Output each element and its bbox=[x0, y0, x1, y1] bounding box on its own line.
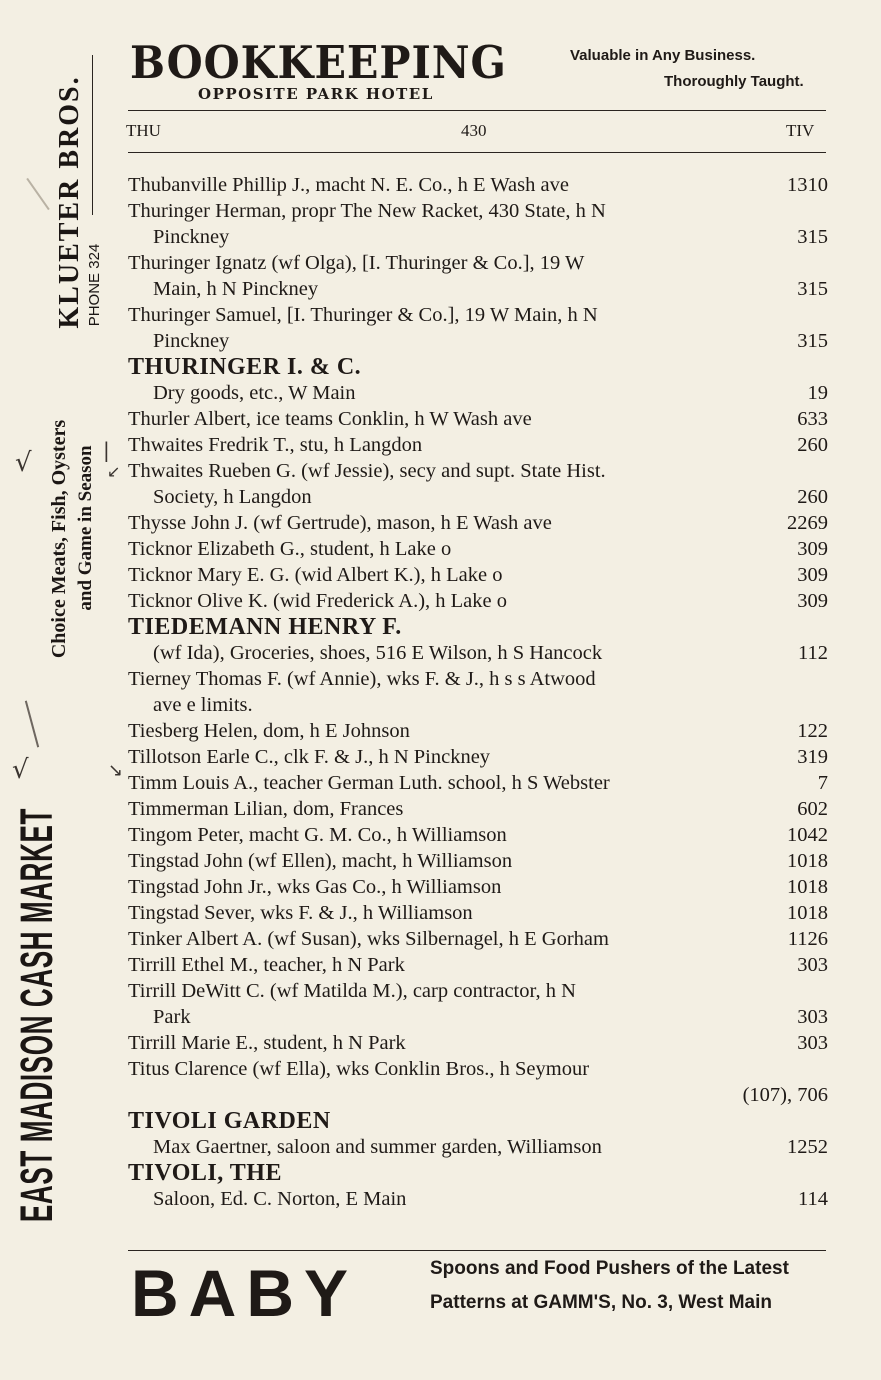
entry-text: TIVOLI GARDEN bbox=[128, 1108, 331, 1134]
entry-number: 315 bbox=[797, 330, 828, 352]
directory-entry bbox=[128, 1030, 828, 1056]
entry-number: 319 bbox=[797, 746, 828, 768]
directory-entry bbox=[128, 1004, 828, 1030]
entry-number: (107), 706 bbox=[742, 1084, 828, 1106]
directory-entry bbox=[128, 640, 828, 666]
directory-entry bbox=[128, 536, 828, 562]
directory-entry bbox=[128, 978, 828, 1004]
directory-entry bbox=[128, 692, 828, 718]
entry-text: Tierney Thomas F. (wf Annie), wks F. & J., h s s Atwood bbox=[128, 668, 596, 690]
entry-text: Timmerman Lilian, dom, Frances bbox=[128, 798, 404, 820]
bar-mark-icon: | bbox=[103, 438, 110, 462]
directory-entry bbox=[128, 432, 828, 458]
entry-number: 309 bbox=[797, 538, 828, 560]
directory-entry bbox=[128, 1082, 828, 1108]
entry-text: (wf Ida), Groceries, shoes, 516 E Wilson, h S Hancock bbox=[153, 642, 603, 664]
entry-text: Tinker Albert A. (wf Susan), wks Silbernagel, h E Gorham bbox=[128, 928, 609, 950]
directory-entry bbox=[128, 224, 828, 250]
directory-entry bbox=[128, 666, 828, 692]
entry-number: 1310 bbox=[787, 174, 828, 196]
entry-number: 260 bbox=[797, 486, 828, 508]
entry-number: 315 bbox=[797, 226, 828, 248]
entry-text: Tingom Peter, macht G. M. Co., h Williamson bbox=[128, 824, 507, 846]
entry-number: 309 bbox=[797, 564, 828, 586]
entry-number: 114 bbox=[798, 1188, 828, 1210]
entry-text: Tirrill DeWitt C. (wf Matilda M.), carp contractor, h N bbox=[128, 980, 576, 1002]
entry-number: 19 bbox=[807, 382, 828, 404]
entry-text: Timm Louis A., teacher German Luth. school, h S Webster bbox=[128, 772, 610, 794]
business-heading bbox=[128, 1108, 828, 1134]
pencil-stroke bbox=[26, 178, 49, 210]
directory-entry bbox=[128, 770, 828, 796]
entry-number: 303 bbox=[797, 954, 828, 976]
directory-entry bbox=[128, 562, 828, 588]
entry-number: 1018 bbox=[787, 902, 828, 924]
side-ad-klueter-bros: KLUETER BROS. bbox=[54, 75, 85, 329]
directory-entry bbox=[128, 926, 828, 952]
check-mark-icon: √ bbox=[12, 755, 29, 785]
directory-entry bbox=[128, 328, 828, 354]
entry-text: Dry goods, etc., W Main bbox=[153, 382, 356, 404]
directory-entry bbox=[128, 510, 828, 536]
footer-ad-line: Spoons and Food Pushers of the Latest bbox=[430, 1258, 789, 1279]
footer-ad-line: Patterns at GAMM'S, No. 3, West Main bbox=[430, 1292, 772, 1313]
entry-text: THURINGER I. & C. bbox=[128, 354, 362, 380]
entry-text: Thwaites Rueben G. (wf Jessie), secy and supt. State Hist. bbox=[128, 460, 606, 482]
entry-text: Saloon, Ed. C. Norton, E Main bbox=[153, 1188, 407, 1210]
header-ad-tagline: Thoroughly Taught. bbox=[664, 73, 804, 90]
footer-ad-title: BABY bbox=[131, 1256, 359, 1330]
entry-text: Thuringer Ignatz (wf Olga), [I. Thuringer & Co.], 19 W bbox=[128, 252, 585, 274]
divider bbox=[128, 1250, 826, 1251]
entry-text: Park bbox=[153, 1006, 191, 1028]
entry-number: 2269 bbox=[787, 512, 828, 534]
arrow-mark-icon: ↙ bbox=[107, 462, 121, 481]
entry-text: Main, h N Pinckney bbox=[153, 278, 319, 300]
entry-text: Ticknor Mary E. G. (wid Albert K.), h Lake o bbox=[128, 564, 503, 586]
entry-text: Thysse John J. (wf Gertrude), mason, h E Wash ave bbox=[128, 512, 552, 534]
entry-text: Tirrill Marie E., student, h N Park bbox=[128, 1032, 406, 1054]
entry-number: 1018 bbox=[787, 850, 828, 872]
entry-text: TIEDEMANN HENRY F. bbox=[128, 614, 402, 640]
entry-number: 315 bbox=[797, 278, 828, 300]
header-ad-title: BOOKKEEPING bbox=[130, 36, 507, 89]
directory-entry bbox=[128, 172, 828, 198]
business-heading bbox=[128, 1160, 828, 1186]
arrow-mark-icon: ↘ bbox=[108, 760, 124, 781]
directory-entry bbox=[128, 1186, 828, 1212]
entry-text: Thuringer Samuel, [I. Thuringer & Co.], 19 W Main, h N bbox=[128, 304, 598, 326]
directory-entry bbox=[128, 874, 828, 900]
entry-text: Thuringer Herman, propr The New Racket, 430 State, h N bbox=[128, 200, 606, 222]
entry-text: Ticknor Elizabeth G., student, h Lake o bbox=[128, 538, 452, 560]
check-mark-icon: √ bbox=[15, 448, 32, 478]
directory-entry bbox=[128, 952, 828, 978]
entry-text: Tingstad Sever, wks F. & J., h Williamson bbox=[128, 902, 473, 924]
entry-text: Titus Clarence (wf Ella), wks Conklin Bros., h Seymour bbox=[128, 1058, 590, 1080]
entry-text: Ticknor Olive K. (wid Frederick A.), h Lake o bbox=[128, 590, 507, 612]
entry-text: Pinckney bbox=[153, 226, 230, 248]
entry-text: Tillotson Earle C., clk F. & J., h N Pinckney bbox=[128, 746, 491, 768]
business-heading bbox=[128, 614, 828, 640]
directory-entry bbox=[128, 380, 828, 406]
entry-text: Tingstad John Jr., wks Gas Co., h Williamson bbox=[128, 876, 502, 898]
divider bbox=[128, 110, 826, 111]
directory-entry bbox=[128, 588, 828, 614]
business-heading bbox=[128, 354, 828, 380]
directory-entry bbox=[128, 900, 828, 926]
entry-number: 1252 bbox=[787, 1136, 828, 1158]
directory-entry bbox=[128, 718, 828, 744]
entry-number: 122 bbox=[797, 720, 828, 742]
entry-number: 112 bbox=[798, 642, 828, 664]
entry-number: 1042 bbox=[787, 824, 828, 846]
entry-number: 309 bbox=[797, 590, 828, 612]
entry-number: 1018 bbox=[787, 876, 828, 898]
entry-text: Thubanville Phillip J., macht N. E. Co., h E Wash ave bbox=[128, 174, 569, 196]
header-ad-tagline: Valuable in Any Business. bbox=[570, 47, 756, 64]
directory-entry bbox=[128, 1134, 828, 1160]
side-ad-phone: PHONE 324 bbox=[86, 243, 103, 327]
page-number: 430 bbox=[461, 121, 487, 140]
side-ad-choice-meats: Choice Meats, Fish, Oysters bbox=[48, 419, 70, 659]
directory-entry bbox=[128, 406, 828, 432]
entry-text: ave e limits. bbox=[153, 694, 253, 716]
entry-number: 303 bbox=[797, 1006, 828, 1028]
side-ad-divider bbox=[92, 55, 93, 215]
entry-number: 303 bbox=[797, 1032, 828, 1054]
side-ad-east-madison-cash-market: EAST MADISON CASH MARKET bbox=[11, 807, 62, 1223]
entry-number: 260 bbox=[797, 434, 828, 456]
entry-number: 633 bbox=[797, 408, 828, 430]
directory-entry bbox=[128, 744, 828, 770]
directory-listing bbox=[128, 172, 828, 1212]
entry-text: Thurler Albert, ice teams Conklin, h W Wash ave bbox=[128, 408, 532, 430]
entry-text: Tirrill Ethel M., teacher, h N Park bbox=[128, 954, 405, 976]
directory-entry bbox=[128, 302, 828, 328]
directory-entry bbox=[128, 1056, 828, 1082]
entry-text: Thwaites Fredrik T., stu, h Langdon bbox=[128, 434, 423, 456]
running-head-left: THU bbox=[126, 121, 161, 140]
entry-number: 1126 bbox=[787, 928, 828, 950]
header-ad-subtitle: OPPOSITE PARK HOTEL bbox=[198, 85, 434, 103]
directory-entry bbox=[128, 796, 828, 822]
side-ad-game-in-season: and Game in Season bbox=[75, 445, 96, 611]
entry-number: 602 bbox=[797, 798, 828, 820]
directory-entry bbox=[128, 198, 828, 224]
running-head-right: TIV bbox=[786, 121, 815, 140]
directory-entry bbox=[128, 484, 828, 510]
entry-text: Society, h Langdon bbox=[153, 486, 312, 508]
directory-entry bbox=[128, 250, 828, 276]
divider bbox=[128, 152, 826, 153]
directory-entry bbox=[128, 458, 828, 484]
entry-text: Tiesberg Helen, dom, h E Johnson bbox=[128, 720, 410, 742]
entry-text: Max Gaertner, saloon and summer garden, Williamson bbox=[153, 1136, 602, 1158]
entry-text: TIVOLI, THE bbox=[128, 1160, 282, 1186]
entry-text: Tingstad John (wf Ellen), macht, h Williamson bbox=[128, 850, 513, 872]
directory-entry bbox=[128, 848, 828, 874]
directory-entry bbox=[128, 822, 828, 848]
directory-entry bbox=[128, 276, 828, 302]
entry-number: 7 bbox=[817, 772, 828, 794]
entry-text: Pinckney bbox=[153, 330, 230, 352]
